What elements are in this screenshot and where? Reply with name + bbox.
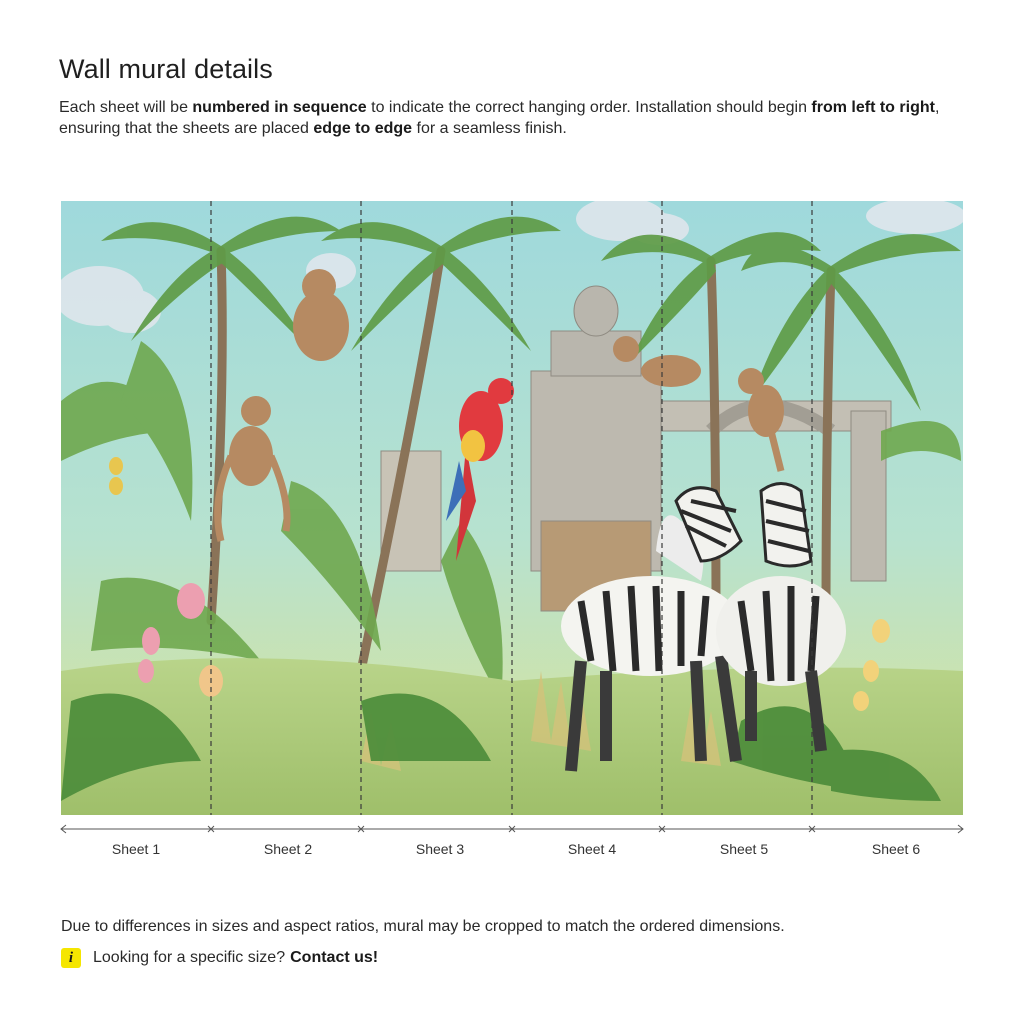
sheet-label-2: Sheet 2 <box>263 841 313 857</box>
cropping-note: Due to differences in sizes and aspect ratios, mural may be cropped to match the ordered dimensions. <box>61 918 785 935</box>
intro-text-part: Each sheet will be <box>59 99 193 116</box>
intro-bold-sequence: numbered in sequence <box>192 99 367 116</box>
sheet-label-3: Sheet 3 <box>415 841 465 857</box>
sheet-label-1: Sheet 1 <box>111 841 161 857</box>
intro-bold-direction: from left to right <box>811 99 935 116</box>
intro-bold-edge: edge to edge <box>313 120 413 137</box>
intro-text-part: for a seamless finish. <box>412 120 567 137</box>
intro-text <box>59 97 979 139</box>
contact-us-link[interactable]: Contact us! <box>290 949 379 966</box>
mural-illustration <box>61 201 963 815</box>
info-text: Looking for a specific size? <box>93 949 286 966</box>
page-title: Wall mural details <box>59 54 273 84</box>
mural-image <box>61 201 963 815</box>
info-row <box>61 948 378 968</box>
sheet-ruler <box>59 820 965 840</box>
sheet-label-6: Sheet 6 <box>871 841 921 857</box>
info-icon: i <box>61 948 81 968</box>
intro-text-part: , ensuring that the sheets are placed <box>59 99 940 137</box>
sheet-label-4: Sheet 4 <box>567 841 617 857</box>
sheet-label-5: Sheet 5 <box>719 841 769 857</box>
intro-text-part: to indicate the correct hanging order. Installation should begin <box>366 99 812 116</box>
